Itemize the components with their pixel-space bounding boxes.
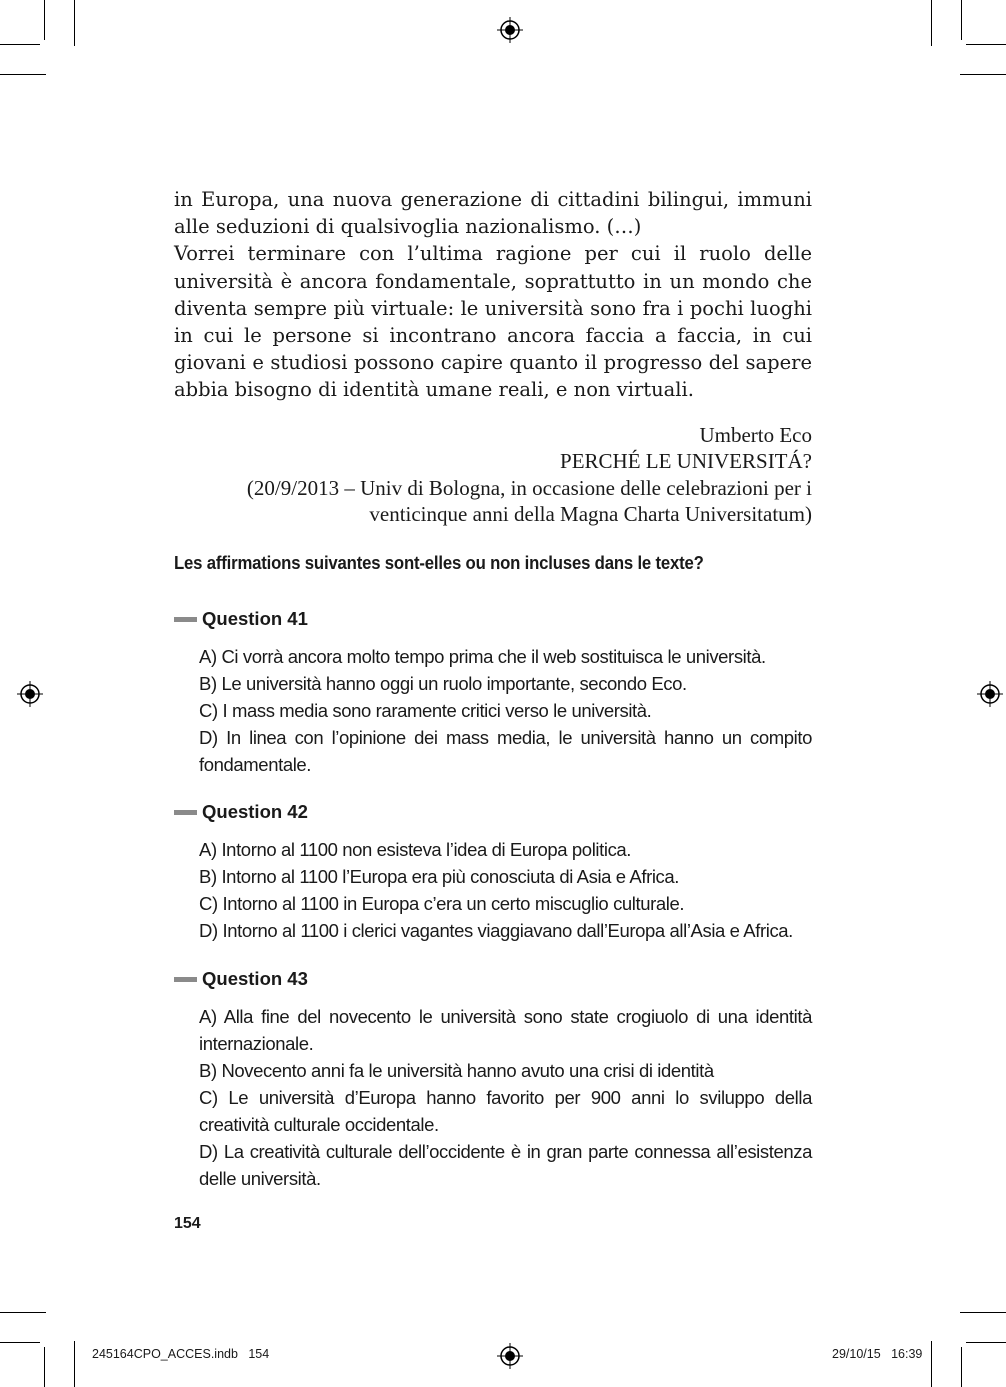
instruction: Les affirmations suivantes sont-elles ou non incluses dans le texte?	[174, 553, 704, 573]
page-number: 154	[174, 1215, 201, 1232]
answer-option: C) Le università d’Europa hanno favorito per 900 anni lo sviluppo della creatività culturale occidentale.	[199, 1087, 812, 1135]
registration-mark-icon	[17, 681, 43, 707]
paragraph: Vorrei terminare con l’ultima ragione per cui il ruolo delle università è ancora fondamentale, soprattutto in un mondo che diventa sempre più virtuale: le università sono fra i pochi luoghi in cui le persone si incontrano ancora faccia a faccia, in cui giovani e studiosi possono capire quanto il progresso del sapere abbia bisogno di identità umane reali, e non virtuali.	[174, 242, 812, 402]
crop-mark	[0, 1312, 46, 1313]
crop-mark	[931, 0, 932, 46]
attribution	[174, 422, 812, 527]
crop-mark	[44, 0, 45, 40]
answer-option: A) Intorno al 1100 non esisteva l’idea di Europa politica.	[199, 839, 632, 860]
crop-mark	[44, 1347, 45, 1387]
question-41	[174, 607, 812, 778]
question-title: Question 42	[202, 801, 308, 822]
answer-option: B) Intorno al 1100 l’Europa era più conosciuta di Asia e Africa.	[199, 866, 680, 887]
source-detail: (20/9/2013 – Univ di Bologna, in occasione delle celebrazioni per i	[246, 475, 812, 500]
slug-file: 245164CPO_ACCES.indb 154	[92, 1347, 270, 1361]
registration-mark-icon	[497, 17, 523, 43]
question-title: Question 43	[202, 968, 308, 989]
source-title: PERCHÉ LE UNIVERSITÁ?	[560, 449, 812, 474]
crop-mark	[74, 1341, 75, 1387]
author: Umberto Eco	[699, 423, 812, 447]
registration-mark-icon	[497, 1343, 523, 1369]
question-43	[174, 967, 812, 1192]
source-detail: venticinque anni della Magna Charta Universitatum)	[369, 501, 812, 526]
crop-mark	[960, 1312, 1006, 1313]
crop-mark	[0, 74, 46, 75]
crop-mark	[0, 44, 40, 45]
answer-option: D) Intorno al 1100 i clerici vagantes viaggiavano dall’Europa all’Asia e Africa.	[199, 920, 793, 941]
registration-mark-icon	[977, 681, 1003, 707]
crop-mark	[931, 1341, 932, 1387]
paragraph: in Europa, una nuova generazione di cittadini bilingui, immuni alle seduzioni di qualsivoglia nazionalismo. (…)	[174, 188, 812, 239]
crop-mark	[0, 1342, 40, 1343]
crop-mark	[961, 0, 962, 40]
answer-option: B) Le università hanno oggi un ruolo importante, secondo Eco.	[199, 673, 687, 694]
answer-option: B) Novecento anni fa le università hanno avuto una crisi di identità	[199, 1060, 714, 1081]
question-bar	[174, 810, 197, 815]
answer-option: A) Ci vorrà ancora molto tempo prima che il web sostituisca le università.	[199, 646, 766, 667]
question-title: Question 41	[202, 608, 308, 629]
crop-mark	[961, 1347, 962, 1387]
question-42	[174, 800, 812, 944]
slug-date-time: 29/10/15 16:39	[832, 1347, 923, 1361]
crop-mark	[960, 74, 1006, 75]
crop-mark	[966, 1342, 1006, 1343]
body-text	[174, 186, 812, 404]
crop-mark	[74, 0, 75, 46]
question-bar	[174, 617, 197, 622]
question-bar	[174, 977, 197, 982]
answer-option: D) La creatività culturale dell’occidente è in gran parte connessa all’esistenza delle università.	[199, 1141, 812, 1189]
answer-option: C) Intorno al 1100 in Europa c’era un certo miscuglio culturale.	[199, 893, 685, 914]
answer-option: A) Alla fine del novecento le università sono state crogiuolo di una identità internazionale.	[199, 1006, 812, 1054]
answer-option: C) I mass media sono raramente critici verso le università.	[199, 700, 652, 721]
crop-mark	[966, 44, 1006, 45]
answer-option: D) In linea con l’opinione dei mass media, le università hanno un compito fondamentale.	[199, 727, 812, 775]
